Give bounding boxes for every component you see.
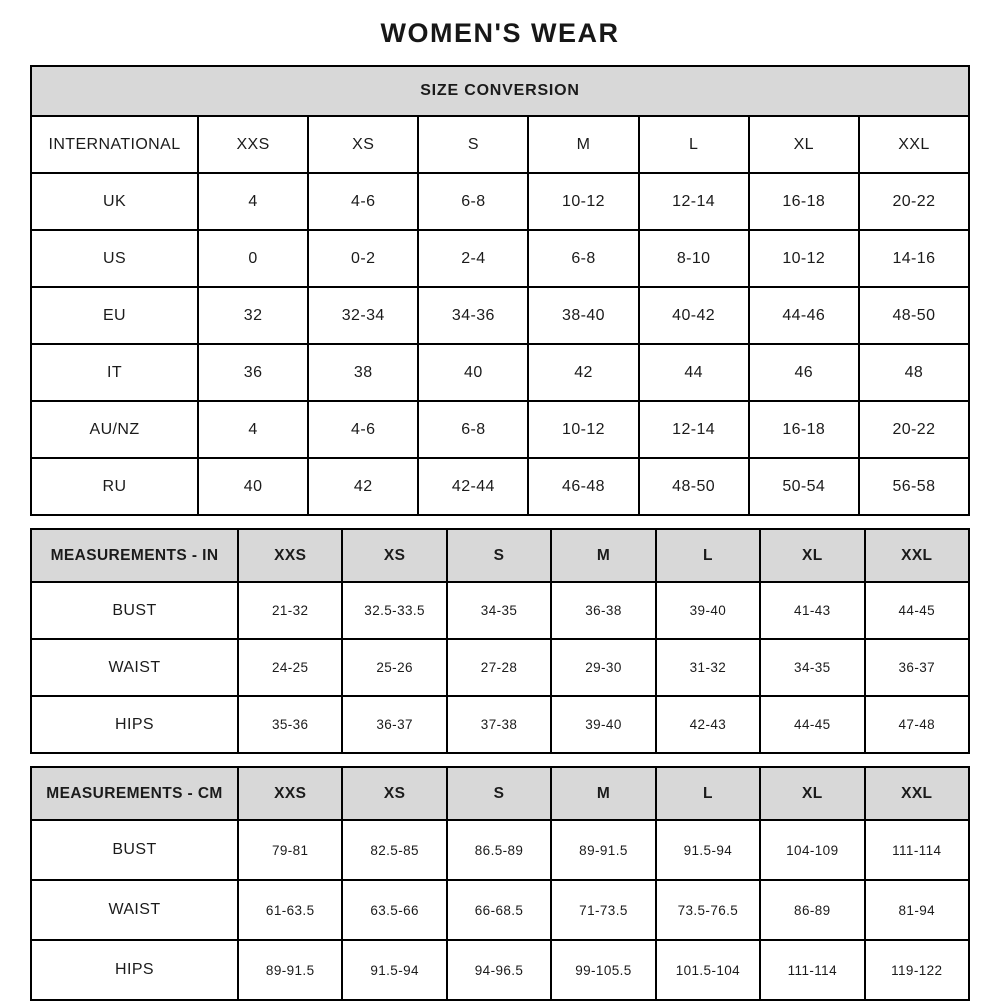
column-header: XXS bbox=[238, 767, 342, 820]
cell: 38-40 bbox=[528, 287, 638, 344]
cell: 111-114 bbox=[760, 940, 864, 1000]
cell: 111-114 bbox=[865, 820, 969, 880]
table-row bbox=[31, 639, 969, 696]
table-row bbox=[31, 940, 969, 1000]
cell: 91.5-94 bbox=[342, 940, 446, 1000]
cell: 32.5-33.5 bbox=[342, 582, 446, 639]
cell: 34-35 bbox=[760, 639, 864, 696]
column-header: L bbox=[656, 529, 760, 582]
column-header: M bbox=[528, 116, 638, 173]
column-header: S bbox=[418, 116, 528, 173]
cell: 39-40 bbox=[551, 696, 655, 753]
cell: 48-50 bbox=[639, 458, 749, 515]
cell: 44-45 bbox=[865, 582, 969, 639]
table-row bbox=[31, 582, 969, 639]
row-label: HIPS bbox=[31, 940, 238, 1000]
cell: 44-45 bbox=[760, 696, 864, 753]
column-header: XXL bbox=[859, 116, 969, 173]
cell: 36-37 bbox=[865, 639, 969, 696]
cell: 48-50 bbox=[859, 287, 969, 344]
row-label: IT bbox=[31, 344, 198, 401]
cell: 37-38 bbox=[447, 696, 551, 753]
cell: 89-91.5 bbox=[238, 940, 342, 1000]
cell: 42 bbox=[308, 458, 418, 515]
cell: 119-122 bbox=[865, 940, 969, 1000]
table-banner: SIZE CONVERSION bbox=[31, 66, 969, 116]
cell: 48 bbox=[859, 344, 969, 401]
table-row bbox=[31, 880, 969, 940]
cell: 36-38 bbox=[551, 582, 655, 639]
table-row bbox=[31, 820, 969, 880]
cell: 46-48 bbox=[528, 458, 638, 515]
row-label: AU/NZ bbox=[31, 401, 198, 458]
cell: 44 bbox=[639, 344, 749, 401]
row-label: HIPS bbox=[31, 696, 238, 753]
column-header: XS bbox=[342, 767, 446, 820]
row-label: WAIST bbox=[31, 880, 238, 940]
column-header: XS bbox=[308, 116, 418, 173]
cell: 24-25 bbox=[238, 639, 342, 696]
table-row bbox=[31, 401, 969, 458]
table-row bbox=[31, 173, 969, 230]
cell: 10-12 bbox=[749, 230, 859, 287]
row-label: RU bbox=[31, 458, 198, 515]
cell: 44-46 bbox=[749, 287, 859, 344]
cell: 6-8 bbox=[528, 230, 638, 287]
cell: 91.5-94 bbox=[656, 820, 760, 880]
cell: 21-32 bbox=[238, 582, 342, 639]
corner-header: MEASUREMENTS - IN bbox=[31, 529, 238, 582]
cell: 35-36 bbox=[238, 696, 342, 753]
cell: 4 bbox=[198, 173, 308, 230]
cell: 16-18 bbox=[749, 401, 859, 458]
table-row bbox=[31, 696, 969, 753]
column-header: XL bbox=[760, 767, 864, 820]
measurements-in-table bbox=[30, 528, 970, 754]
column-header: XXS bbox=[238, 529, 342, 582]
cell: 36-37 bbox=[342, 696, 446, 753]
cell: 71-73.5 bbox=[551, 880, 655, 940]
cell: 25-26 bbox=[342, 639, 446, 696]
cell: 10-12 bbox=[528, 173, 638, 230]
cell: 4-6 bbox=[308, 401, 418, 458]
cell: 101.5-104 bbox=[656, 940, 760, 1000]
cell: 79-81 bbox=[238, 820, 342, 880]
cell: 42 bbox=[528, 344, 638, 401]
cell: 94-96.5 bbox=[447, 940, 551, 1000]
cell: 61-63.5 bbox=[238, 880, 342, 940]
row-label: WAIST bbox=[31, 639, 238, 696]
cell: 82.5-85 bbox=[342, 820, 446, 880]
cell: 41-43 bbox=[760, 582, 864, 639]
cell: 38 bbox=[308, 344, 418, 401]
cell: 40-42 bbox=[639, 287, 749, 344]
cell: 104-109 bbox=[760, 820, 864, 880]
cell: 34-36 bbox=[418, 287, 528, 344]
cell: 4-6 bbox=[308, 173, 418, 230]
cell: 20-22 bbox=[859, 401, 969, 458]
cell: 6-8 bbox=[418, 401, 528, 458]
header-row bbox=[31, 116, 969, 173]
cell: 16-18 bbox=[749, 173, 859, 230]
cell: 34-35 bbox=[447, 582, 551, 639]
column-header: XXL bbox=[865, 529, 969, 582]
cell: 89-91.5 bbox=[551, 820, 655, 880]
column-header: S bbox=[447, 767, 551, 820]
cell: 14-16 bbox=[859, 230, 969, 287]
measurements-cm-table bbox=[30, 766, 970, 1001]
column-header: XL bbox=[760, 529, 864, 582]
cell: 86.5-89 bbox=[447, 820, 551, 880]
cell: 66-68.5 bbox=[447, 880, 551, 940]
cell: 31-32 bbox=[656, 639, 760, 696]
cell: 12-14 bbox=[639, 401, 749, 458]
row-label: EU bbox=[31, 287, 198, 344]
cell: 39-40 bbox=[656, 582, 760, 639]
column-header: M bbox=[551, 529, 655, 582]
page-title: WOMEN'S WEAR bbox=[380, 18, 620, 48]
cell: 32-34 bbox=[308, 287, 418, 344]
cell: 56-58 bbox=[859, 458, 969, 515]
cell: 50-54 bbox=[749, 458, 859, 515]
cell: 10-12 bbox=[528, 401, 638, 458]
cell: 42-43 bbox=[656, 696, 760, 753]
table-banner-row bbox=[31, 66, 969, 116]
column-header: XL bbox=[749, 116, 859, 173]
cell: 12-14 bbox=[639, 173, 749, 230]
column-header: XXL bbox=[865, 767, 969, 820]
cell: 8-10 bbox=[639, 230, 749, 287]
cell: 32 bbox=[198, 287, 308, 344]
column-header: L bbox=[639, 116, 749, 173]
cell: 63.5-66 bbox=[342, 880, 446, 940]
cell: 47-48 bbox=[865, 696, 969, 753]
column-header: XXS bbox=[198, 116, 308, 173]
corner-header: INTERNATIONAL bbox=[31, 116, 198, 173]
header-row bbox=[31, 767, 969, 820]
cell: 6-8 bbox=[418, 173, 528, 230]
cell: 36 bbox=[198, 344, 308, 401]
header-row bbox=[31, 529, 969, 582]
cell: 27-28 bbox=[447, 639, 551, 696]
cell: 40 bbox=[198, 458, 308, 515]
cell: 81-94 bbox=[865, 880, 969, 940]
cell: 4 bbox=[198, 401, 308, 458]
cell: 29-30 bbox=[551, 639, 655, 696]
cell: 2-4 bbox=[418, 230, 528, 287]
cell: 42-44 bbox=[418, 458, 528, 515]
table-row bbox=[31, 458, 969, 515]
table-row bbox=[31, 230, 969, 287]
column-header: S bbox=[447, 529, 551, 582]
cell: 73.5-76.5 bbox=[656, 880, 760, 940]
cell: 40 bbox=[418, 344, 528, 401]
row-label: BUST bbox=[31, 820, 238, 880]
cell: 46 bbox=[749, 344, 859, 401]
row-label: US bbox=[31, 230, 198, 287]
column-header: M bbox=[551, 767, 655, 820]
column-header: XS bbox=[342, 529, 446, 582]
cell: 86-89 bbox=[760, 880, 864, 940]
cell: 20-22 bbox=[859, 173, 969, 230]
table-row bbox=[31, 344, 969, 401]
corner-header: MEASUREMENTS - CM bbox=[31, 767, 238, 820]
row-label: UK bbox=[31, 173, 198, 230]
size-conversion-table bbox=[30, 65, 970, 516]
row-label: BUST bbox=[31, 582, 238, 639]
column-header: L bbox=[656, 767, 760, 820]
cell: 0 bbox=[198, 230, 308, 287]
cell: 99-105.5 bbox=[551, 940, 655, 1000]
cell: 0-2 bbox=[308, 230, 418, 287]
table-row bbox=[31, 287, 969, 344]
